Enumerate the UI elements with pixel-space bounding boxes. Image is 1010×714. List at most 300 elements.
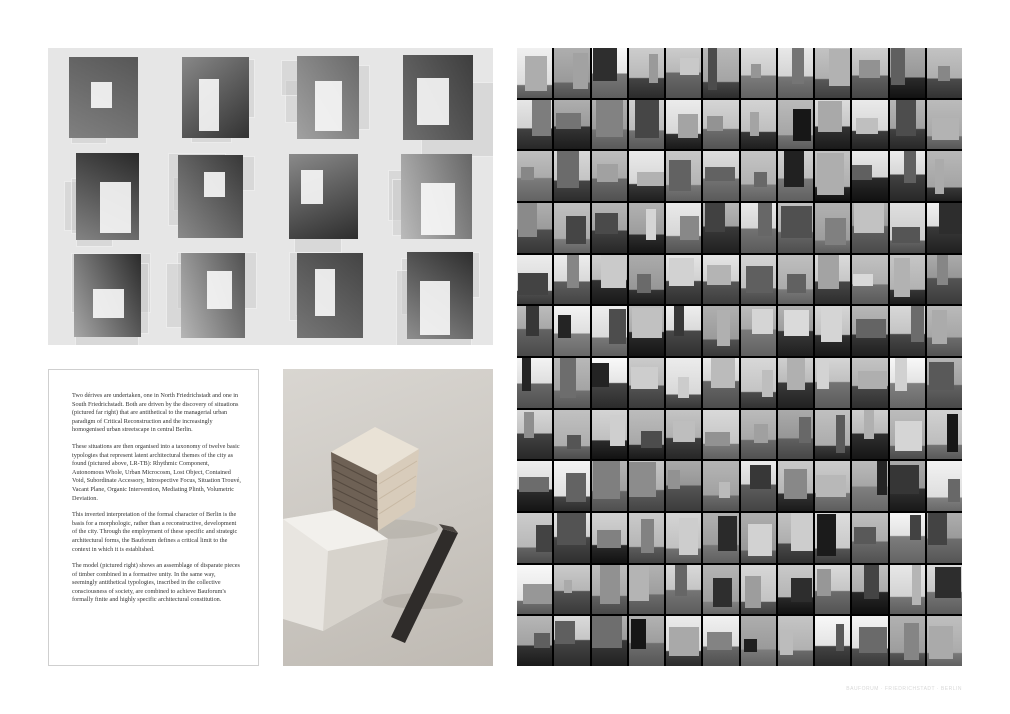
- white-volume: [204, 172, 225, 197]
- building-shape: [601, 255, 626, 288]
- building-shape: [635, 100, 658, 139]
- situation-photo: [890, 203, 925, 253]
- situation-photo: [554, 203, 589, 253]
- situation-photo: [741, 461, 776, 511]
- situation-photo: [778, 358, 813, 408]
- situation-photo: [852, 358, 887, 408]
- situation-photo: [703, 255, 738, 305]
- building-shape: [746, 266, 773, 293]
- building-shape: [708, 48, 717, 90]
- building-shape: [825, 218, 845, 246]
- building-shape: [705, 167, 735, 181]
- situation-photo: [927, 151, 962, 201]
- paragraph-interpretation: This inverted interpretation of the formal character of Berlin is the basis for a morphologic, rather than a reconstructive, development of the city. Through the employment of these specific and strategic architectural forms, the Bauforum defines a critical limit to the context in which it is established.: [72, 511, 238, 553]
- situation-photo: [778, 461, 813, 511]
- situation-photo: [815, 616, 850, 666]
- situation-photo: [815, 151, 850, 201]
- building-shape: [646, 209, 656, 240]
- situation-photo: [890, 461, 925, 511]
- building-shape: [948, 479, 960, 502]
- situation-photo: [517, 48, 552, 98]
- building-shape: [929, 626, 953, 659]
- situation-photo: [815, 306, 850, 356]
- white-volume: [301, 170, 323, 204]
- situation-photo: [852, 513, 887, 563]
- situation-photo: [554, 151, 589, 201]
- building-shape: [793, 109, 812, 142]
- building-shape: [532, 100, 551, 136]
- situation-photo: [741, 306, 776, 356]
- building-shape: [877, 461, 887, 495]
- building-shape: [717, 310, 730, 347]
- situation-photo: [666, 616, 701, 666]
- situation-photo: [703, 100, 738, 150]
- footer-caption: BAUFORUM · FRIEDRICHSTADT · BERLIN: [846, 686, 962, 692]
- situation-photo: [815, 461, 850, 511]
- typology-photo: [403, 55, 472, 140]
- typology-cell: [159, 48, 270, 147]
- building-shape: [560, 358, 577, 398]
- building-shape: [859, 60, 880, 78]
- situation-photo: [890, 100, 925, 150]
- white-volume: [315, 269, 336, 316]
- building-shape: [852, 165, 872, 181]
- building-shape: [518, 203, 537, 237]
- building-shape: [718, 516, 738, 552]
- building-shape: [629, 565, 649, 601]
- situation-photo: [741, 410, 776, 460]
- situation-photo: [741, 100, 776, 150]
- building-shape: [555, 621, 575, 645]
- building-shape: [910, 515, 920, 540]
- situation-photo: [890, 565, 925, 615]
- situation-photo: [852, 616, 887, 666]
- building-shape: [600, 565, 620, 604]
- building-shape: [707, 116, 723, 131]
- situation-photo: [741, 513, 776, 563]
- taxonomy-collage: [48, 48, 493, 345]
- situation-photo: [554, 565, 589, 615]
- building-shape: [817, 153, 844, 195]
- situation-photo: [629, 410, 664, 460]
- situation-photo: [592, 151, 627, 201]
- situation-photo: [703, 306, 738, 356]
- situation-photo: [852, 461, 887, 511]
- building-shape: [911, 306, 924, 342]
- situation-photo: [852, 151, 887, 201]
- situation-photo: [890, 410, 925, 460]
- situation-photo: [852, 565, 887, 615]
- building-shape: [593, 461, 621, 499]
- typology-photo: [69, 57, 138, 138]
- building-shape: [750, 465, 770, 489]
- white-volume: [421, 183, 455, 235]
- situation-photo: [927, 203, 962, 253]
- building-shape: [892, 227, 921, 243]
- situation-photo: [927, 513, 962, 563]
- situations-photo-grid: [517, 48, 962, 666]
- typology-photo: [289, 154, 358, 239]
- situation-photo: [629, 100, 664, 150]
- paragraph-taxonomy: These situations are then organised into a taxonomy of twelve basic typologies that represent latent architectural themes of the city as found (pictured above, LR-TB): Rhythmic Component, Autonomous Whole, Urban Microcosm, Lost Object, Contained Void, Subordinate Accessory, Introspective Focus, Situation Trouvé, Vacant Plane, Organic Intervention, Mediating Plinth, Volumetric Deviation.: [72, 442, 241, 502]
- situation-photo: [666, 151, 701, 201]
- situation-photo: [666, 410, 701, 460]
- building-shape: [895, 421, 923, 451]
- building-shape: [707, 632, 732, 650]
- situation-photo: [927, 565, 962, 615]
- white-volume: [199, 79, 219, 132]
- situation-photo: [592, 461, 627, 511]
- situation-photo: [592, 48, 627, 98]
- building-shape: [854, 203, 883, 233]
- building-shape: [836, 415, 846, 454]
- building-shape: [593, 48, 616, 81]
- typology-photo: [182, 57, 248, 139]
- building-shape: [754, 424, 768, 443]
- white-volume: [420, 281, 450, 335]
- situation-photo: [741, 255, 776, 305]
- building-shape: [856, 118, 878, 134]
- situation-photo: [815, 410, 850, 460]
- building-shape: [818, 255, 839, 289]
- building-shape: [556, 113, 582, 129]
- situation-photo: [778, 203, 813, 253]
- building-shape: [750, 112, 760, 136]
- building-shape: [929, 362, 954, 390]
- building-shape: [705, 432, 731, 446]
- building-shape: [519, 477, 549, 492]
- situation-photo: [666, 565, 701, 615]
- building-shape: [573, 53, 588, 88]
- description-panel: [48, 369, 259, 666]
- building-shape: [668, 470, 680, 489]
- situation-photo: [517, 410, 552, 460]
- situation-photo: [554, 410, 589, 460]
- building-shape: [705, 203, 725, 232]
- situation-photo: [852, 48, 887, 98]
- situation-photo: [741, 151, 776, 201]
- situation-photo: [778, 306, 813, 356]
- situation-photo: [741, 616, 776, 666]
- situation-photo: [666, 306, 701, 356]
- situation-photo: [703, 358, 738, 408]
- situation-photo: [852, 100, 887, 150]
- situation-photo: [666, 513, 701, 563]
- situation-photo: [778, 151, 813, 201]
- situation-photo: [592, 306, 627, 356]
- situation-photo: [629, 203, 664, 253]
- situation-photo: [629, 616, 664, 666]
- building-shape: [674, 306, 684, 336]
- situation-photo: [554, 100, 589, 150]
- situation-photo: [592, 100, 627, 150]
- situation-photo: [592, 616, 627, 666]
- situation-photo: [666, 48, 701, 98]
- situation-photo: [629, 358, 664, 408]
- situation-photo: [703, 461, 738, 511]
- situation-photo: [517, 565, 552, 615]
- typology-cell: [159, 147, 270, 246]
- building-shape: [631, 367, 658, 389]
- building-shape: [711, 358, 735, 388]
- situation-photo: [703, 203, 738, 253]
- building-shape: [836, 624, 844, 651]
- building-shape: [744, 639, 756, 652]
- situation-photo: [815, 513, 850, 563]
- building-shape: [758, 203, 772, 236]
- building-shape: [895, 358, 907, 391]
- situation-photo: [778, 48, 813, 98]
- typology-cell: [271, 147, 382, 246]
- building-shape: [669, 627, 699, 656]
- building-shape: [748, 524, 772, 556]
- situation-photo: [815, 565, 850, 615]
- paragraph-derives: Two dérives are undertaken, one in North Friedrichstadt and one in South Friedrichstadt. Both are driven by the discovery of situations (pictured far right) that are antithetical to the managerial urban paradigm of Critical Reconstruction and the increasingly homogenised urban streetscape in central Berlin.: [72, 392, 239, 434]
- situation-photo: [592, 513, 627, 563]
- situation-photo: [890, 151, 925, 201]
- situation-photo: [703, 410, 738, 460]
- situation-photo: [517, 306, 552, 356]
- situation-photo: [927, 306, 962, 356]
- building-shape: [596, 100, 623, 137]
- building-shape: [854, 527, 876, 545]
- building-shape: [522, 358, 532, 391]
- typology-cell: [48, 246, 159, 345]
- situation-photo: [517, 151, 552, 201]
- building-shape: [781, 206, 811, 238]
- building-shape: [856, 319, 886, 338]
- building-shape: [745, 576, 761, 608]
- building-shape: [525, 56, 546, 91]
- building-shape: [932, 310, 947, 344]
- building-shape: [932, 118, 959, 140]
- situation-photo: [890, 306, 925, 356]
- building-shape: [787, 358, 805, 390]
- building-shape: [894, 258, 910, 298]
- timber-model-illustration: [283, 369, 493, 666]
- building-shape: [524, 412, 534, 438]
- building-shape: [780, 631, 794, 655]
- white-volume: [91, 82, 113, 109]
- building-shape: [853, 274, 873, 286]
- situation-photo: [629, 565, 664, 615]
- white-volume: [417, 78, 449, 125]
- building-shape: [637, 274, 651, 293]
- building-shape: [817, 569, 831, 595]
- building-shape: [904, 151, 916, 183]
- typology-cell: [382, 246, 493, 345]
- building-shape: [751, 64, 761, 78]
- building-shape: [821, 306, 842, 342]
- building-shape: [719, 482, 730, 499]
- typology-photo: [407, 252, 473, 340]
- situation-photo: [554, 513, 589, 563]
- building-shape: [784, 469, 808, 499]
- building-shape: [784, 151, 804, 187]
- situation-photo: [666, 358, 701, 408]
- situation-photo: [554, 461, 589, 511]
- situation-photo: [890, 513, 925, 563]
- building-shape: [787, 274, 806, 293]
- building-shape: [680, 58, 699, 76]
- building-shape: [947, 414, 958, 452]
- typology-photo: [181, 253, 245, 339]
- building-shape: [896, 100, 916, 136]
- situation-photo: [927, 100, 962, 150]
- building-shape: [631, 619, 646, 649]
- building-shape: [518, 273, 548, 295]
- situation-photo: [815, 203, 850, 253]
- situation-photo: [517, 513, 552, 563]
- situation-photo: [629, 461, 664, 511]
- situation-photo: [778, 410, 813, 460]
- situation-photo: [703, 513, 738, 563]
- situation-photo: [592, 565, 627, 615]
- building-shape: [935, 159, 945, 194]
- building-shape: [864, 410, 874, 439]
- situation-photo: [741, 358, 776, 408]
- building-shape: [859, 627, 887, 653]
- typology-photo: [297, 253, 364, 337]
- situation-photo: [703, 616, 738, 666]
- building-shape: [754, 172, 768, 188]
- white-volume: [315, 81, 342, 131]
- building-shape: [707, 265, 732, 285]
- typology-photo: [178, 155, 243, 239]
- situation-photo: [703, 48, 738, 98]
- situation-photo: [815, 358, 850, 408]
- building-shape: [937, 255, 948, 285]
- situation-photo: [927, 48, 962, 98]
- situation-photo: [592, 358, 627, 408]
- situation-photo: [927, 410, 962, 460]
- building-shape: [858, 371, 887, 389]
- building-shape: [597, 530, 621, 548]
- situation-photo: [517, 255, 552, 305]
- building-shape: [609, 309, 626, 344]
- building-shape: [641, 519, 654, 553]
- situation-photo: [778, 513, 813, 563]
- typology-cell: [48, 147, 159, 246]
- situation-photo: [815, 255, 850, 305]
- building-shape: [912, 565, 920, 605]
- building-shape: [641, 431, 662, 448]
- building-shape: [939, 203, 962, 234]
- building-shape: [829, 49, 850, 85]
- situation-photo: [554, 306, 589, 356]
- building-shape: [799, 417, 811, 444]
- situation-photo: [852, 306, 887, 356]
- building-shape: [890, 465, 920, 493]
- building-shape: [566, 216, 586, 243]
- building-shape: [521, 167, 534, 180]
- building-shape: [558, 315, 571, 338]
- typology-photo: [74, 254, 141, 338]
- typology-photo: [76, 153, 139, 239]
- building-shape: [928, 513, 947, 545]
- building-shape: [680, 216, 699, 240]
- situation-photo: [703, 565, 738, 615]
- situation-photo: [852, 410, 887, 460]
- building-shape: [669, 258, 694, 286]
- building-shape: [817, 358, 829, 389]
- situation-photo: [927, 461, 962, 511]
- situation-photo: [890, 358, 925, 408]
- typology-photo: [297, 56, 359, 139]
- white-volume: [100, 182, 131, 233]
- situation-photo: [517, 616, 552, 666]
- white-volume: [93, 289, 124, 319]
- situation-photo: [890, 48, 925, 98]
- building-shape: [629, 462, 656, 497]
- building-shape: [567, 435, 581, 449]
- situation-photo: [778, 100, 813, 150]
- building-shape: [597, 164, 619, 181]
- situation-photo: [778, 255, 813, 305]
- building-shape: [536, 525, 552, 552]
- building-shape: [632, 308, 662, 338]
- situation-photo: [741, 48, 776, 98]
- building-shape: [678, 114, 698, 139]
- typology-cell: [382, 48, 493, 147]
- situation-photo: [927, 358, 962, 408]
- situation-photo: [778, 565, 813, 615]
- building-shape: [752, 309, 773, 334]
- white-volume: [207, 271, 232, 309]
- situation-photo: [517, 203, 552, 253]
- building-shape: [564, 580, 572, 593]
- building-shape: [592, 616, 623, 647]
- typology-cell: [48, 48, 159, 147]
- situation-photo: [554, 616, 589, 666]
- situation-photo: [592, 410, 627, 460]
- situation-photo: [815, 48, 850, 98]
- typology-cell: [271, 48, 382, 147]
- situation-photo: [666, 203, 701, 253]
- paragraph-model: The model (pictured right) shows an assemblage of disparate pieces of timber combined in a formative unity. In the same way, seemingly antithetical typologies, inscribed in the collective consciousness of society, are combined to achieve Bauforum's formally finite and highly specific architectural constitution.: [72, 562, 240, 604]
- situation-photo: [890, 616, 925, 666]
- situation-photo: [778, 616, 813, 666]
- building-shape: [637, 172, 663, 186]
- building-shape: [816, 475, 846, 497]
- building-shape: [791, 513, 812, 551]
- building-shape: [669, 160, 691, 190]
- situation-photo: [852, 255, 887, 305]
- situation-photo: [517, 461, 552, 511]
- situation-photo: [629, 48, 664, 98]
- situation-photo: [517, 100, 552, 150]
- situation-photo: [890, 255, 925, 305]
- building-shape: [791, 578, 812, 602]
- building-shape: [557, 513, 586, 545]
- building-shape: [523, 584, 552, 604]
- timber-model-photo: [283, 369, 493, 666]
- building-shape: [891, 48, 905, 85]
- situation-photo: [517, 358, 552, 408]
- situation-photo: [741, 203, 776, 253]
- situation-photo: [629, 513, 664, 563]
- building-shape: [526, 306, 540, 335]
- building-shape: [595, 213, 619, 234]
- typology-cell: [382, 147, 493, 246]
- building-shape: [567, 255, 579, 289]
- building-shape: [679, 518, 698, 556]
- building-shape: [818, 101, 842, 132]
- typology-cell: [159, 246, 270, 345]
- building-shape: [784, 310, 810, 336]
- building-shape: [557, 151, 579, 187]
- building-shape: [817, 514, 836, 556]
